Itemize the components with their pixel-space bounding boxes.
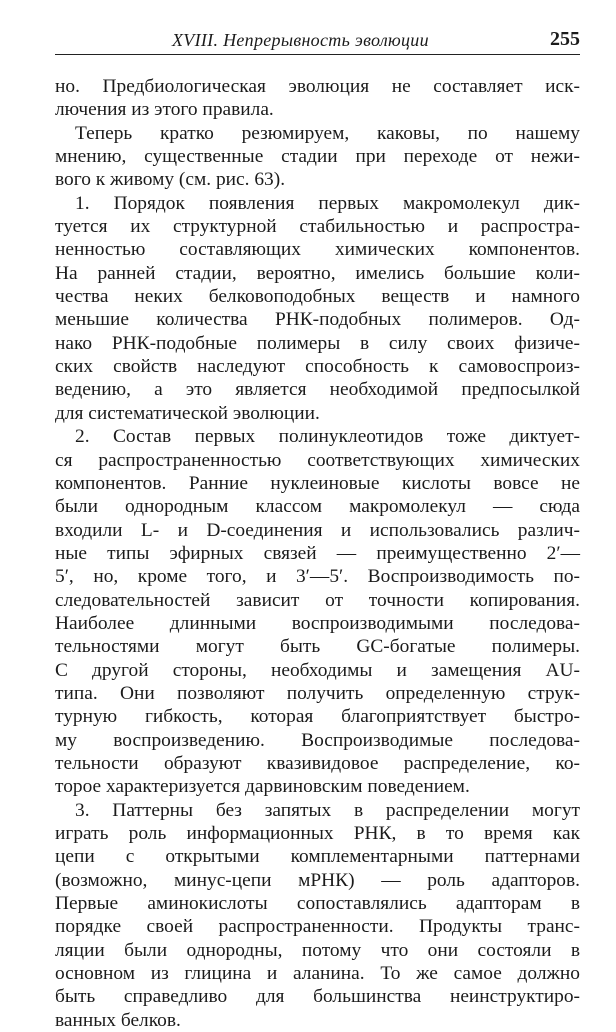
text-line: меньшие количества РНК-подобных полимеров. Од-	[55, 309, 580, 331]
text-line: нако РНК-подобные полимеры в силу своих физиче-	[55, 332, 580, 354]
text-line: мнению, существенные стадии при переходе от нежи-	[55, 146, 580, 168]
text-line: лючения из этого правила.	[55, 99, 274, 121]
text-line: основном из глицина и аланина. То же самое должно	[55, 963, 580, 985]
text-line: На ранней стадии, вероятно, имелись большие коли-	[55, 262, 580, 284]
paragraph	[55, 799, 580, 1032]
page-number: 255	[550, 28, 580, 50]
paragraph	[55, 75, 580, 122]
text-line: торое характеризуется дарвиновским поведением.	[55, 776, 470, 798]
text-line: играть роль информационных РНК, в то время как	[55, 823, 580, 844]
paragraph	[55, 192, 580, 425]
text-line: ведению, а это является необходимой предпосылкой	[55, 379, 580, 401]
text-line: му воспроизведению. Воспроизводимые последова-	[55, 729, 580, 751]
text-line: туется их структурной стабильностью и распростра-	[55, 216, 580, 238]
text-line: быть справедливо для большинства неинструктиро-	[55, 986, 580, 1008]
text-line: тельностями могут быть GC-богатые полимеры.	[55, 636, 580, 658]
text-line: Первые аминокислоты сопоставлялись адапторам в	[55, 893, 580, 915]
text-line: следовательностей зависит от точности копирования.	[55, 589, 580, 611]
text-line: для систематической эволюции.	[55, 402, 320, 424]
text-line: компонентов. Ранние нуклеиновые кислоты вовсе не	[55, 472, 580, 494]
text-line: 5′, но, кроме того, и 3′—5′. Воспроизводимость по-	[55, 566, 580, 588]
text-line: вого к живому (см. рис. 63).	[55, 169, 286, 191]
text-line: но. Предбиологическая эволюция не составляет иск-	[55, 76, 580, 97]
header-rule	[55, 54, 580, 55]
text-line: турную гибкость, которая благоприятствует быстро-	[55, 706, 580, 728]
text-line: С другой стороны, необходимы и замещения AU-	[55, 659, 580, 681]
running-title: XVIII. Непрерывность эволюции	[172, 30, 429, 50]
text-line: типа. Они позволяют получить определенную струк-	[55, 682, 580, 704]
text-line: 2. Состав первых полинуклеотидов тоже диктует-	[75, 426, 580, 448]
text-line: чества неких белковоподобных веществ и намного	[55, 286, 580, 308]
text-line: тельности образуют квазивидовое распределение, ко-	[55, 752, 580, 774]
text-line: Наиболее длинными воспроизводимыми последова-	[55, 612, 580, 634]
text-line: ся распространенностью соответствующих химических	[55, 449, 580, 471]
text-line: Теперь кратко резюмируем, каковы, по нашему	[75, 122, 580, 144]
text-line: ные типы эфирных связей — преимущественно 2′—	[55, 542, 580, 564]
text-line: 3. Паттерны без запятых в распределении могут	[75, 799, 580, 821]
text-line: цепи с открытыми комплементарными паттернами	[55, 846, 580, 868]
paragraph	[55, 425, 580, 799]
text-line: были однородным классом макромолекул — сюда	[55, 496, 580, 518]
text-line: ских свойств наследуют способность к самовоспроиз-	[55, 356, 580, 378]
text-line: входили L- и D-соединения и использовались различ-	[55, 519, 580, 541]
text-line: (возможно, минус-цепи мРНК) — роль адапторов.	[55, 869, 580, 891]
text-line: ванных белков.	[55, 1009, 181, 1031]
running-head	[55, 26, 580, 56]
text-line: ненностью составляющих химических компонентов.	[55, 239, 580, 261]
text-line: порядке своей распространенности. Продукты транс-	[55, 916, 580, 938]
paragraph	[55, 122, 580, 192]
text-line: 1. Порядок появления первых макромолекул дик-	[75, 192, 580, 214]
text-line: ляции были однородны, потому что они состояли в	[55, 939, 580, 961]
body-text	[55, 75, 580, 1032]
